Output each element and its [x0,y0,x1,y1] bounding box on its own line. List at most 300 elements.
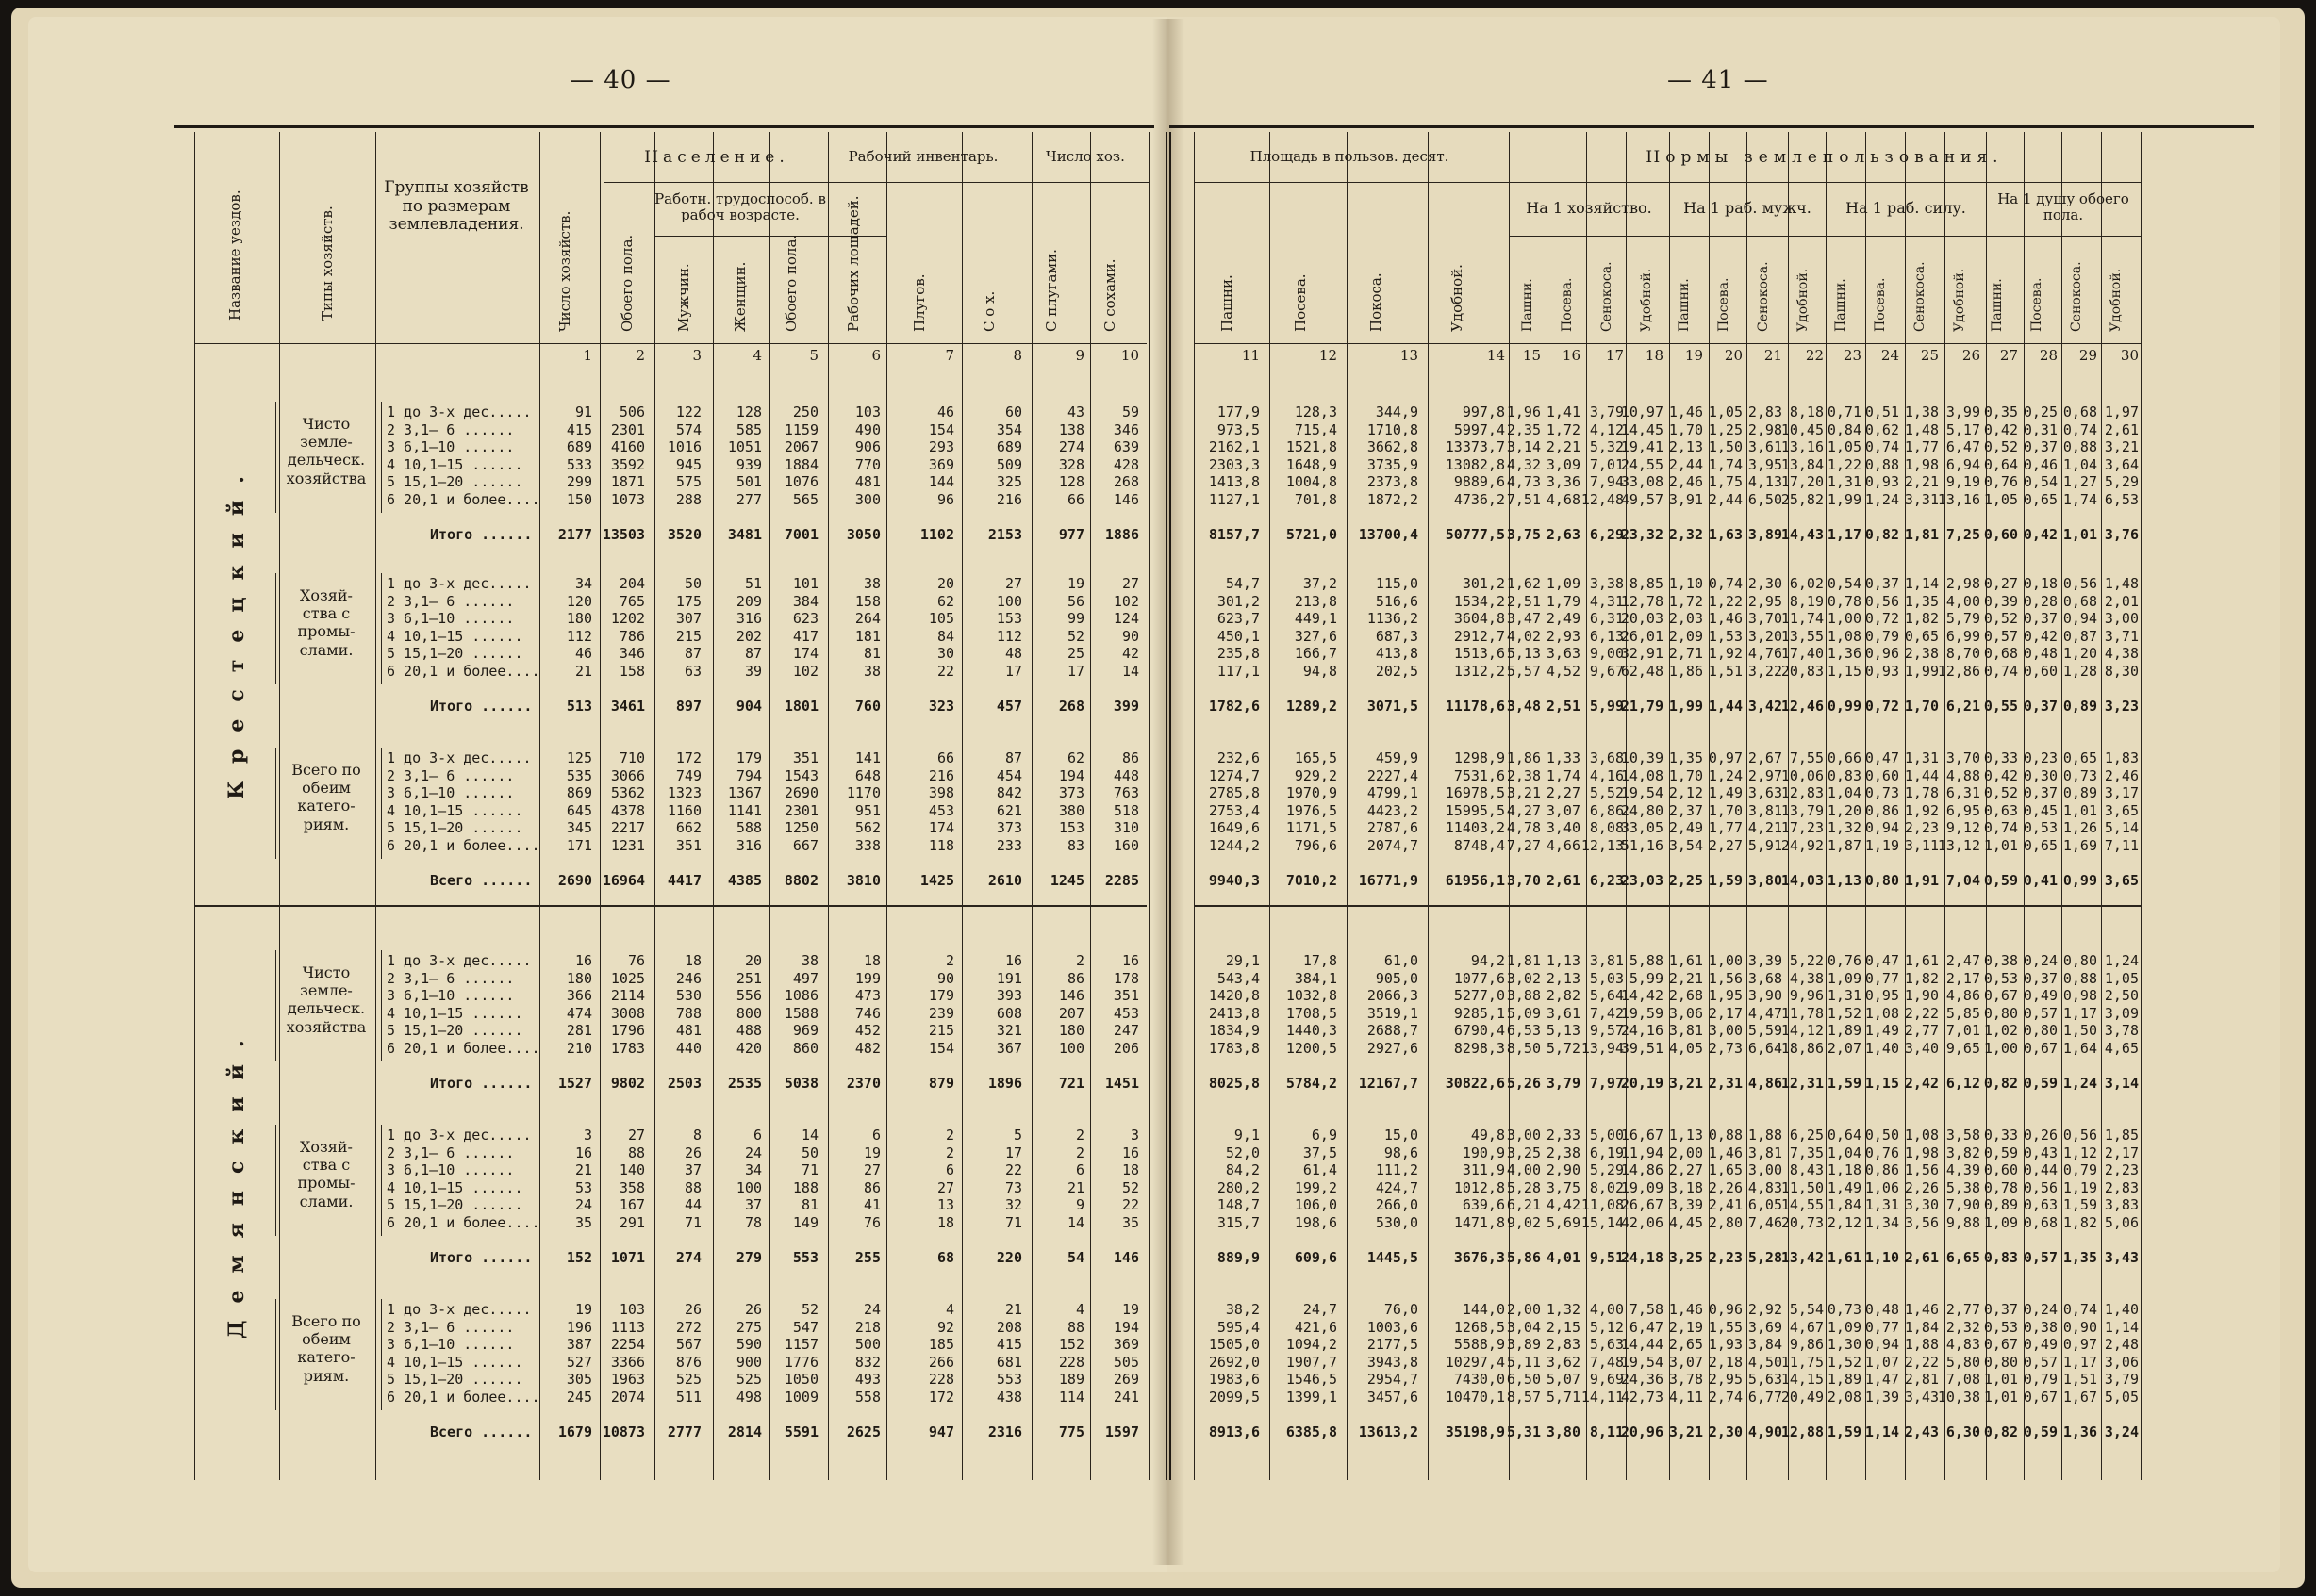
total-cell: 4,86 [1747,1075,1782,1092]
table-cell: 84 [936,627,954,645]
table-cell: 1,92 [1904,801,1939,819]
table-cell: 648 [854,766,881,784]
table-cell: 567 [675,1336,702,1354]
table-cell: 1420,8 [1208,987,1260,1005]
table-cell: 4,05 [1668,1040,1703,1057]
table-cell: 1,88 [1747,1127,1782,1144]
table-cell: 5362 [610,784,645,802]
table-cell: 6,94 [1945,455,1980,473]
table-cell: 3,88 [1506,987,1541,1005]
table-cell: 2,51 [1506,592,1541,610]
table-cell: 1,79 [1546,592,1580,610]
table-cell: 1,82 [2062,1214,2097,1231]
column-number: 13 [1399,347,1418,364]
households-underline [1032,182,1149,183]
table-cell: 3,20 [1747,627,1782,645]
column-number: 25 [1920,347,1939,364]
table-cell: 3,47 [1506,610,1541,628]
row-label: 4 10,1—15 ...... [387,1178,523,1196]
total-cell: 3,79 [1546,1075,1580,1092]
table-cell: 338 [854,837,881,854]
table-cell: 194 [1058,766,1084,784]
table-cell: 516,6 [1375,592,1418,610]
table-cell: 1,14 [2104,1318,2139,1336]
table-cell: 4,32 [1506,455,1541,473]
table-cell: 0,68 [2023,1214,2058,1231]
total-cell: 0,55 [1983,698,2018,715]
table-cell: 7531,6 [1453,766,1505,784]
table-cell: 4,73 [1506,473,1541,491]
table-cell: 0,65 [2062,749,2097,766]
total-cell: 1,44 [1708,698,1743,715]
table-cell: 2785,8 [1208,784,1260,802]
table-cell: 178 [1113,969,1139,987]
table-cell: 574 [675,420,702,438]
table-cell: 191 [996,969,1022,987]
table-cell: 1399,1 [1285,1389,1337,1406]
table-cell: 216 [928,766,954,784]
table-cell: 35 [1121,1214,1139,1231]
table-cell: 0,37 [2023,610,2058,628]
table-cell: 0,77 [1864,969,1899,987]
table-cell: 148,7 [1216,1196,1260,1214]
table-cell: 681 [996,1353,1022,1371]
row-label: 4 10,1—15 ...... [387,455,523,473]
table-cell: 1983,6 [1208,1371,1260,1389]
table-cell: 3,30 [1904,1196,1939,1214]
table-cell: 2067 [784,438,819,456]
table-cell: 1159 [784,420,819,438]
table-cell: 367 [996,1040,1022,1057]
table-cell: 299 [566,473,592,491]
table-cell: 202,5 [1375,663,1418,680]
table-cell: 0,64 [1827,1127,1861,1144]
table-cell: 2,37 [1668,801,1703,819]
table-cell: 0,73 [1864,784,1899,802]
table-cell: 17,8 [1302,952,1337,969]
table-cell: 1546,5 [1285,1371,1337,1389]
table-cell: 1871 [610,473,645,491]
total-cell: 5,28 [1747,1249,1782,1266]
total-cell: 1597 [1104,1423,1139,1440]
table-cell: 3,22 [1747,663,1782,680]
row-label: 1 до 3-х дес..... [387,1301,532,1318]
total-cell: 30822,6 [1445,1075,1505,1092]
table-cell: 3,79 [1589,403,1624,420]
table-cell: 4378 [610,801,645,819]
table-cell: 746 [854,1004,881,1022]
table-cell: 310 [1113,819,1139,837]
group-brace [275,748,276,859]
table-cell: 10,39 [1620,749,1663,766]
table-cell: 459,9 [1375,749,1418,766]
table-cell: 1,72 [1546,420,1580,438]
table-cell: 1,52 [1827,1004,1861,1022]
total-cell: 5784,2 [1285,1075,1337,1092]
header-area: Площадь в пользов. десят. [1249,148,1449,165]
column-number: 12 [1318,347,1337,364]
table-cell: 208 [996,1318,1022,1336]
table-cell: 21 [574,663,592,680]
table-cell: 2,27 [1668,1161,1703,1179]
table-cell: 2954,7 [1366,1371,1418,1389]
table-cell: 3,69 [1747,1318,1782,1336]
table-cell: 1,49 [1827,1178,1861,1196]
table-cell: 78 [744,1214,762,1231]
table-cell: 0,54 [2023,473,2058,491]
table-cell: 27 [627,1127,645,1144]
table-cell: 0,28 [2023,592,2058,610]
table-cell: 3,06 [2104,1353,2139,1371]
table-cell: 5,38 [1945,1178,1980,1196]
table-cell: 2,50 [2104,987,2139,1005]
table-cell: 5,72 [1546,1040,1580,1057]
total-cell: 1,01 [2062,526,2097,543]
subtotal-label: Итого ...... [430,1075,533,1092]
column-number: 5 [809,347,819,364]
table-cell: 7,94 [1589,473,1624,491]
total-cell: 0,82 [1864,526,1899,543]
total-cell: 3,43 [2104,1249,2139,1266]
table-cell: 10,38 [1937,1389,1980,1406]
table-cell: 25,82 [1780,491,1824,508]
total-cell: 2814 [727,1423,762,1440]
table-cell: 3,64 [2104,455,2139,473]
table-cell: 1648,9 [1285,455,1337,473]
table-cell: 3,62 [1546,1353,1580,1371]
table-cell: 61,0 [1383,952,1418,969]
table-cell: 2,71 [1668,645,1703,663]
norms-subheader-n_hay: Сенокоса. [1756,261,1771,332]
table-cell: 174 [792,645,819,663]
group-label: Всего по обеим катего- риям. [291,1312,361,1385]
table-cell: 1,00 [1827,610,1861,628]
total-cell: 6,29 [1589,526,1624,543]
table-cell: 0,33 [1983,1127,2018,1144]
table-cell: 2,15 [1546,1318,1580,1336]
table-cell: 26 [744,1301,762,1318]
table-cell: 153 [996,610,1022,628]
total-cell: 23,32 [1620,526,1663,543]
table-cell: 0,33 [1983,749,2018,766]
table-cell: 4,67 [1789,1318,1824,1336]
table-cell: 14,86 [1620,1161,1663,1179]
row-label: 1 до 3-х дес..... [387,1127,532,1144]
table-cell: 22 [1004,1161,1022,1179]
total-cell: 1451 [1104,1075,1139,1092]
table-cell: 530 [675,987,702,1005]
table-cell: 199 [854,969,881,987]
column-line [2141,132,2142,1480]
table-cell: 2,98 [1945,575,1980,592]
top-rule-right [1169,125,2254,128]
table-cell: 188 [792,1178,819,1196]
norms-subheader-n_usable: Удобной. [1952,268,1967,332]
table-cell: 3,61 [1546,1004,1580,1022]
table-cell: 20,49 [1780,1389,1824,1406]
total-cell: 20,96 [1620,1423,1663,1440]
group-brace [275,1125,276,1236]
table-cell: 454 [996,766,1022,784]
total-cell: 7,97 [1589,1075,1624,1092]
table-cell: 10,06 [1780,766,1824,784]
total-cell: 3,14 [2104,1075,2139,1092]
table-cell: 9,1 [1233,1127,1260,1144]
table-cell: 509 [996,455,1022,473]
table-cell: 2,49 [1546,610,1580,628]
table-cell: 687,3 [1375,627,1418,645]
table-cell: 3,81 [1747,801,1782,819]
table-cell: 346 [1113,420,1139,438]
table-cell: 37 [744,1196,762,1214]
table-cell: 1710,8 [1366,420,1418,438]
table-cell: 0,94 [1864,1336,1899,1354]
table-cell: 239 [928,1004,954,1022]
table-cell: 39,51 [1620,1040,1663,1057]
table-cell: 1,35 [1904,592,1939,610]
table-cell: 5,22 [1789,952,1824,969]
header-population: Население. [644,148,789,167]
table-cell: 0,74 [1864,438,1899,456]
table-cell: 5,63 [1747,1371,1782,1389]
table-cell: 5,85 [1945,1004,1980,1022]
table-cell: 1,22 [1827,455,1861,473]
table-cell: 2690 [784,784,819,802]
table-cell: 6,95 [1945,801,1980,819]
table-cell: 2,74 [1708,1389,1743,1406]
total-cell: 1,24 [2062,1075,2097,1092]
table-cell: 62 [1067,749,1084,766]
column-number: 21 [1763,347,1782,364]
table-cell: 2,73 [1708,1040,1743,1057]
table-cell: 2254 [610,1336,645,1354]
table-cell: 12,83 [1780,784,1824,802]
table-cell: 1157 [784,1336,819,1354]
row-label: 1 до 3-х дес..... [387,575,532,592]
table-cell: 2,09 [1668,627,1703,645]
table-cell: 2,22 [1904,1353,1939,1371]
table-cell: 438 [996,1389,1022,1406]
column-number: 4 [753,347,762,364]
table-cell: 2,35 [1506,420,1541,438]
total-cell: 1,35 [2062,1249,2097,1266]
table-cell: 13,55 [1780,627,1824,645]
total-cell: 889,9 [1216,1249,1260,1266]
row-brace [381,402,382,513]
table-cell: 710 [619,749,645,766]
table-cell: 1834,9 [1208,1022,1260,1040]
group-brace [275,1299,276,1410]
table-cell: 1,18 [1827,1161,1861,1179]
total-cell: 1425 [919,872,954,889]
table-cell: 5,07 [1546,1371,1580,1389]
table-cell: 0,51 [1864,403,1899,420]
total-cell: 3,24 [2104,1423,2139,1440]
table-cell: 87 [684,645,702,663]
table-cell: 0,66 [1827,749,1861,766]
table-cell: 1231 [610,837,645,854]
table-cell: 0,65 [2023,837,2058,854]
total-cell: 7010,2 [1285,872,1337,889]
table-cell: 94,8 [1302,663,1337,680]
table-cell: 17,40 [1780,645,1824,663]
table-cell: 3,78 [1668,1371,1703,1389]
table-cell: 1,62 [1506,575,1541,592]
total-cell: 35198,9 [1445,1423,1505,1440]
table-cell: 575 [675,473,702,491]
total-cell: 5,26 [1506,1075,1541,1092]
table-cell: 556 [736,987,762,1005]
table-cell: 1,14 [1904,575,1939,592]
total-cell: 279 [736,1249,762,1266]
table-cell: 1,15 [1827,663,1861,680]
table-cell: 6 [1075,1161,1084,1179]
table-cell: 1976,5 [1285,801,1337,819]
table-cell: 398 [928,784,954,802]
table-cell: 562 [854,819,881,837]
table-cell: 50 [801,1144,819,1161]
table-cell: 9,88 [1945,1214,1980,1231]
table-cell: 4,52 [1546,663,1580,680]
table-cell: 518 [1113,801,1139,819]
table-cell: 2692,0 [1208,1353,1260,1371]
table-cell: 19,59 [1620,1004,1663,1022]
row-brace [381,1299,382,1410]
table-cell: 20 [744,952,762,969]
total-cell: 2153 [987,526,1022,543]
table-cell: 6,77 [1747,1389,1782,1406]
table-cell: 788 [675,1004,702,1022]
total-cell: 513 [566,698,592,715]
column-number: 23 [1843,347,1861,364]
table-cell: 46 [936,403,954,420]
table-cell: 5,03 [1589,969,1624,987]
table-cell: 19,09 [1620,1178,1663,1196]
table-cell: 1,49 [1708,784,1743,802]
total-cell: 2503 [667,1075,702,1092]
table-cell: 180 [1058,1022,1084,1040]
table-cell: 0,90 [2062,1318,2097,1336]
table-cell: 216 [996,491,1022,508]
table-cell: 0,47 [1864,749,1899,766]
table-cell: 1077,6 [1453,969,1505,987]
column-number: 14 [1486,347,1505,364]
table-cell: 0,86 [1864,1161,1899,1179]
table-cell: 2,90 [1546,1161,1580,1179]
total-cell: 879 [928,1075,954,1092]
total-all-label: Всего ...... [430,1423,533,1440]
total-cell: 2177 [557,526,592,543]
table-cell: 0,54 [1827,575,1861,592]
table-cell: 228 [928,1371,954,1389]
total-cell: 274 [675,1249,702,1266]
table-cell: 101 [792,575,819,592]
table-cell: 565 [792,491,819,508]
table-cell: 3519,1 [1366,1004,1418,1022]
table-cell: 1521,8 [1285,438,1337,456]
total-cell: 1289,2 [1285,698,1337,715]
table-cell: 3,54 [1668,837,1703,854]
table-cell: 9,12 [1945,819,1980,837]
table-cell: 179 [928,987,954,1005]
table-cell: 500 [854,1336,881,1354]
table-cell: 73 [1004,1178,1022,1196]
norms-subheader-n_usable: Удобной. [1795,268,1811,332]
table-cell: 10470,1 [1445,1389,1505,1406]
table-cell: 1,08 [1827,627,1861,645]
total-cell: 1,17 [1827,526,1861,543]
table-cell: 215 [675,627,702,645]
total-cell: 8,11 [1589,1423,1624,1440]
table-cell: 9889,6 [1453,473,1505,491]
total-cell: 3810 [846,872,881,889]
header-sokhi: С о х. [981,290,998,332]
table-cell: 60 [1004,403,1022,420]
table-cell: 27 [1004,575,1022,592]
table-cell: 393 [996,987,1022,1005]
table-cell: 1,90 [1904,987,1939,1005]
total-cell: 1,36 [2062,1423,2097,1440]
table-cell: 153 [1058,819,1084,837]
table-cell: 0,79 [1864,627,1899,645]
header-both-sexes: Обоего пола. [619,234,636,332]
table-cell: 24 [744,1144,762,1161]
total-cell: 9940,3 [1208,872,1260,889]
table-cell: 384 [792,592,819,610]
table-cell: 9,02 [1506,1214,1541,1231]
table-cell: 0,38 [2023,1318,2058,1336]
table-cell: 264 [854,610,881,628]
row-label: 3 6,1—10 ...... [387,987,515,1005]
table-cell: 351 [1113,987,1139,1005]
table-cell: 6,47 [1629,1318,1663,1336]
table-cell: 1,24 [2104,952,2139,969]
table-cell: 3943,8 [1366,1353,1418,1371]
table-cell: 415 [996,1336,1022,1354]
table-cell: 1,38 [1904,403,1939,420]
table-cell: 112 [996,627,1022,645]
total-cell: 721 [1058,1075,1084,1092]
table-cell: 0,72 [1864,610,1899,628]
table-cell: 0,24 [2023,952,2058,969]
total-cell: 1,61 [1827,1249,1861,1266]
table-cell: 1009 [784,1389,819,1406]
total-cell: 0,59 [2023,1075,2058,1092]
table-cell: 2 [1075,952,1084,969]
table-cell: 1708,5 [1285,1004,1337,1022]
total-cell: 2,23 [1708,1249,1743,1266]
total-cell: 54 [1067,1249,1084,1266]
table-cell: 0,63 [2023,1196,2058,1214]
table-cell: 0,68 [2062,403,2097,420]
total-cell: 1782,6 [1208,698,1260,715]
total-cell: 1,81 [1904,526,1939,543]
table-cell: 1,26 [2062,819,2097,837]
table-cell: 1,01 [1983,1389,2018,1406]
table-cell: 1136,2 [1366,610,1418,628]
table-cell: 5,52 [1589,784,1624,802]
table-cell: 1,04 [1827,1144,1861,1161]
total-cell: 2,51 [1546,698,1580,715]
table-cell: 160 [1113,837,1139,854]
header-ploughs: Плугов. [911,273,928,332]
table-cell: 0,88 [1708,1127,1743,1144]
table-cell: 17,23 [1780,819,1824,837]
table-cell: 0,89 [1983,1196,2018,1214]
table-cell: 1,93 [1708,1336,1743,1354]
table-cell: 6,50 [1747,491,1782,508]
table-cell: 6,9 [1311,1127,1337,1144]
